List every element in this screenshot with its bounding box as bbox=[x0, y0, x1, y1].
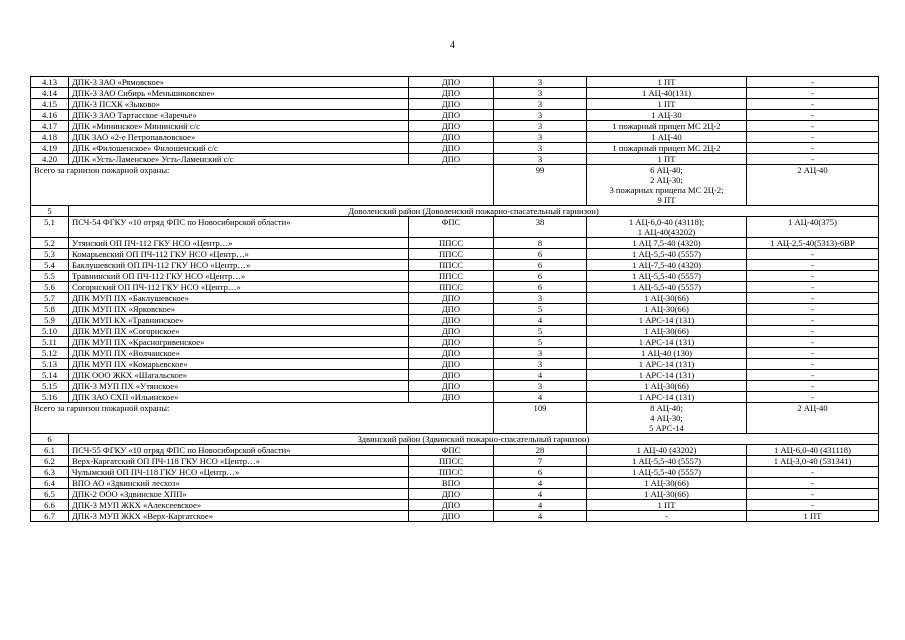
main-equipment: 1 ПТ bbox=[587, 77, 747, 88]
table-row bbox=[31, 478, 879, 489]
staff-count: 4 bbox=[494, 489, 587, 500]
staff-count: 4 bbox=[494, 370, 587, 381]
unit-name: ДПК-3 МУП ЖКХ «Алексеевское» bbox=[69, 500, 409, 511]
row-number: 4.15 bbox=[31, 99, 69, 110]
reserve-equipment: - bbox=[747, 467, 879, 478]
unit-type: ДПО bbox=[409, 110, 494, 121]
unit-name: ДПК МУП ПХ «Баклушевское» bbox=[69, 293, 409, 304]
unit-type: ППСС bbox=[409, 238, 494, 249]
total-row bbox=[31, 403, 879, 434]
row-number: 5.13 bbox=[31, 359, 69, 370]
unit-name: ПСЧ-55 ФГКУ «10 отряд ФПС по Новосибирской области» bbox=[69, 445, 409, 456]
table-row bbox=[31, 337, 879, 348]
reserve-equipment: - bbox=[747, 326, 879, 337]
row-number: 4.14 bbox=[31, 88, 69, 99]
staff-count: 3 bbox=[494, 99, 587, 110]
main-equipment: 1 АЦ-5,5-40 (5557) bbox=[587, 249, 747, 260]
total-count: 109 bbox=[494, 403, 587, 434]
row-number: 6.1 bbox=[31, 445, 69, 456]
row-number: 5.16 bbox=[31, 392, 69, 403]
table-row bbox=[31, 370, 879, 381]
row-number: 5.8 bbox=[31, 304, 69, 315]
total-reserve-equipment: 2 АЦ-40 bbox=[747, 165, 879, 206]
main-equipment: 1 пожарный прицеп МС 2Ц-2 bbox=[587, 121, 747, 132]
row-number: 6.5 bbox=[31, 489, 69, 500]
main-equipment: 1 АРС-14 (131) bbox=[587, 315, 747, 326]
reserve-equipment: - bbox=[747, 348, 879, 359]
table-row bbox=[31, 260, 879, 271]
row-number: 5.14 bbox=[31, 370, 69, 381]
main-equipment: 1 АРС-14 (131) bbox=[587, 359, 747, 370]
staff-count: 4 bbox=[494, 511, 587, 522]
reserve-equipment: - bbox=[747, 293, 879, 304]
row-number: 6.3 bbox=[31, 467, 69, 478]
main-equipment: 1 ПТ bbox=[587, 500, 747, 511]
table-row bbox=[31, 500, 879, 511]
unit-type: ДПО bbox=[409, 337, 494, 348]
reserve-equipment: - bbox=[747, 99, 879, 110]
reserve-equipment: - bbox=[747, 282, 879, 293]
staff-count: 6 bbox=[494, 260, 587, 271]
row-number: 5.1 bbox=[31, 217, 69, 238]
unit-name: ДПК МУП ПХ «Согорнское» bbox=[69, 326, 409, 337]
unit-name: Комарьевский ОП ПЧ-112 ГКУ НСО «Центр…» bbox=[69, 249, 409, 260]
unit-type: ППСС bbox=[409, 282, 494, 293]
table-row bbox=[31, 293, 879, 304]
reserve-equipment: - bbox=[747, 489, 879, 500]
unit-type: ППСС bbox=[409, 456, 494, 467]
unit-type: ВПО bbox=[409, 478, 494, 489]
row-number: 6.6 bbox=[31, 500, 69, 511]
staff-count: 28 bbox=[494, 445, 587, 456]
main-equipment: 1 АРС-14 (131) bbox=[587, 370, 747, 381]
reserve-equipment: - bbox=[747, 249, 879, 260]
reserve-equipment: - bbox=[747, 143, 879, 154]
staff-count: 3 bbox=[494, 359, 587, 370]
unit-type: ППСС bbox=[409, 467, 494, 478]
row-number: 4.19 bbox=[31, 143, 69, 154]
table-row bbox=[31, 110, 879, 121]
unit-name: ВПО АО «Здвинский лесхоз» bbox=[69, 478, 409, 489]
unit-type: ФПС bbox=[409, 445, 494, 456]
main-equipment: 1 АЦ-30(66) bbox=[587, 293, 747, 304]
unit-name: ДПК-3 ЗАО Тартасское «Заречье» bbox=[69, 110, 409, 121]
staff-count: 5 bbox=[494, 326, 587, 337]
main-equipment: 1 АЦ-6,0-40 (43118); 1 АЦ-40(43202) bbox=[587, 217, 747, 238]
staff-count: 3 bbox=[494, 143, 587, 154]
reserve-equipment: - bbox=[747, 381, 879, 392]
table-row bbox=[31, 392, 879, 403]
staff-count: 4 bbox=[494, 392, 587, 403]
total-label: Всего за гарнизон пожарной охраны: bbox=[31, 165, 494, 206]
staff-count: 3 bbox=[494, 77, 587, 88]
staff-count: 6 bbox=[494, 249, 587, 260]
staff-count: 6 bbox=[494, 271, 587, 282]
unit-name: ДПК «Мининское» Мининский с/с bbox=[69, 121, 409, 132]
unit-type: ДПО bbox=[409, 99, 494, 110]
reserve-equipment: 1 ПТ bbox=[747, 511, 879, 522]
staff-count: 3 bbox=[494, 293, 587, 304]
unit-type: ДПО bbox=[409, 154, 494, 165]
main-equipment: 1 АЦ 7,5-40 (4320) bbox=[587, 238, 747, 249]
unit-name: ДПК МУП КХ «Травнинское» bbox=[69, 315, 409, 326]
unit-name: Травнинский ОП ПЧ-112 ГКУ НСО «Центр…» bbox=[69, 271, 409, 282]
unit-type: ДПО bbox=[409, 304, 494, 315]
section-header-row bbox=[31, 206, 879, 217]
row-number: 5.7 bbox=[31, 293, 69, 304]
main-equipment: 1 АЦ-5,5-40 (5557) bbox=[587, 467, 747, 478]
reserve-equipment: - bbox=[747, 154, 879, 165]
total-main-equipment: 8 АЦ-40; 4 АЦ-30; 5 АРС-14 bbox=[587, 403, 747, 434]
unit-type: ДПО bbox=[409, 77, 494, 88]
unit-name: ПСЧ-54 ФГКУ «10 отряд ФПС по Новосибирской области» bbox=[69, 217, 409, 238]
unit-name: Верх-Каргатский ОП ПЧ-118 ГКУ НСО «Центр…» bbox=[69, 456, 409, 467]
table-row bbox=[31, 456, 879, 467]
row-number: 5.2 bbox=[31, 238, 69, 249]
main-equipment: 1 ПТ bbox=[587, 99, 747, 110]
unit-name: ДПК «Филошенское» Филошенский с/с bbox=[69, 143, 409, 154]
unit-type: ДПО bbox=[409, 293, 494, 304]
unit-name: ДПК МУП ПХ «Красногривенское» bbox=[69, 337, 409, 348]
table-row bbox=[31, 381, 879, 392]
main-equipment: 1 АЦ-40 bbox=[587, 132, 747, 143]
row-number: 5.5 bbox=[31, 271, 69, 282]
main-equipment: 1 АРС-14 (131) bbox=[587, 337, 747, 348]
reserve-equipment: - bbox=[747, 88, 879, 99]
reserve-equipment: - bbox=[747, 359, 879, 370]
row-number: 5.9 bbox=[31, 315, 69, 326]
main-equipment: 1 АЦ-30(66) bbox=[587, 304, 747, 315]
unit-type: ДПО bbox=[409, 143, 494, 154]
staff-count: 3 bbox=[494, 121, 587, 132]
reserve-equipment: - bbox=[747, 315, 879, 326]
unit-type: ФПС bbox=[409, 217, 494, 238]
row-number: 5.4 bbox=[31, 260, 69, 271]
unit-name: Чулымский ОП ПЧ-118 ГКУ НСО «Центр…» bbox=[69, 467, 409, 478]
main-equipment: 1 АЦ-40 (43202) bbox=[587, 445, 747, 456]
row-number: 4.13 bbox=[31, 77, 69, 88]
main-equipment: 1 АЦ-7,5-40 (4320) bbox=[587, 260, 747, 271]
reserve-equipment: - bbox=[747, 110, 879, 121]
staff-count: 8 bbox=[494, 238, 587, 249]
table-row bbox=[31, 511, 879, 522]
main-equipment: 1 АЦ-40 (130) bbox=[587, 348, 747, 359]
staff-count: 3 bbox=[494, 110, 587, 121]
reserve-equipment: - bbox=[747, 370, 879, 381]
table-row bbox=[31, 359, 879, 370]
row-number: 5.6 bbox=[31, 282, 69, 293]
reserve-equipment: 1 АЦ-6,0-40 (431118) bbox=[747, 445, 879, 456]
staff-count: 5 bbox=[494, 337, 587, 348]
table-row bbox=[31, 445, 879, 456]
reserve-equipment: - bbox=[747, 271, 879, 282]
total-main-equipment: 6 АЦ-40; 2 АЦ-30; 3 пожарных прицепа МС 2Ц-2; 9 ПТ bbox=[587, 165, 747, 206]
reserve-equipment: 1 АЦ-3,0-40 (531341) bbox=[747, 456, 879, 467]
page-number: 4 bbox=[450, 40, 455, 51]
fire-garrison-table bbox=[30, 76, 879, 522]
main-equipment: 1 пожарный прицеп МС 2Ц-2 bbox=[587, 143, 747, 154]
table-row bbox=[31, 77, 879, 88]
row-number: 6.7 bbox=[31, 511, 69, 522]
row-number: 4.18 bbox=[31, 132, 69, 143]
table-row bbox=[31, 143, 879, 154]
unit-name: Утянский ОП ПЧ-112 ГКУ НСО «Центр…» bbox=[69, 238, 409, 249]
reserve-equipment: - bbox=[747, 121, 879, 132]
reserve-equipment: 1 АЦ-2,5-40(5313)-6ВР bbox=[747, 238, 879, 249]
section-title: Здвинский район (Здвинский пожарно-спасательный гарнизон) bbox=[69, 434, 879, 445]
main-equipment: 1 АЦ-5,5-40 (5557) bbox=[587, 456, 747, 467]
total-label: Всего за гарнизон пожарной охраны: bbox=[31, 403, 494, 434]
total-reserve-equipment: 2 АЦ-40 bbox=[747, 403, 879, 434]
unit-type: ДПО bbox=[409, 489, 494, 500]
staff-count: 4 bbox=[494, 315, 587, 326]
row-number: 6.4 bbox=[31, 478, 69, 489]
row-number: 6.2 bbox=[31, 456, 69, 467]
unit-type: ДПО bbox=[409, 500, 494, 511]
row-number: 4.16 bbox=[31, 110, 69, 121]
table-row bbox=[31, 467, 879, 478]
unit-name: ДПК-3 МУП ПХ «Утянское» bbox=[69, 381, 409, 392]
section-title: Доволенский район (Доволенский пожарно-спасательный гарнизон) bbox=[69, 206, 879, 217]
unit-name: ДПК ООО ЖКХ «Шагальское» bbox=[69, 370, 409, 381]
table-row bbox=[31, 348, 879, 359]
row-number: 4.17 bbox=[31, 121, 69, 132]
main-equipment: 1 АЦ-30(66) bbox=[587, 489, 747, 500]
unit-type: ППСС bbox=[409, 260, 494, 271]
total-count: 99 bbox=[494, 165, 587, 206]
unit-name: ДПК МУП ПХ «Волчанское» bbox=[69, 348, 409, 359]
row-number: 5.3 bbox=[31, 249, 69, 260]
table-row bbox=[31, 121, 879, 132]
unit-type: ДПО bbox=[409, 511, 494, 522]
table-row bbox=[31, 489, 879, 500]
main-equipment: 1 АЦ-40(131) bbox=[587, 88, 747, 99]
unit-type: ДПО bbox=[409, 88, 494, 99]
staff-count: 3 bbox=[494, 88, 587, 99]
main-equipment: 1 АРС-14 (131) bbox=[587, 392, 747, 403]
unit-type: ДПО bbox=[409, 132, 494, 143]
table-row bbox=[31, 304, 879, 315]
main-equipment: 1 АЦ-5,5-40 (5557) bbox=[587, 282, 747, 293]
table-row bbox=[31, 217, 879, 238]
unit-type: ДПО bbox=[409, 121, 494, 132]
table-row bbox=[31, 326, 879, 337]
row-number: 5.10 bbox=[31, 326, 69, 337]
unit-name: Согорнский ОП ПЧ-112 ГКУ НСО «Центр…» bbox=[69, 282, 409, 293]
main-equipment: 1 АЦ-5,5-40 (5557) bbox=[587, 271, 747, 282]
table-row bbox=[31, 132, 879, 143]
unit-name: ДПК ЗАО «2-е Петропавловское» bbox=[69, 132, 409, 143]
row-number: 5.11 bbox=[31, 337, 69, 348]
unit-type: ДПО bbox=[409, 315, 494, 326]
table-row bbox=[31, 99, 879, 110]
staff-count: 6 bbox=[494, 467, 587, 478]
table-row bbox=[31, 249, 879, 260]
reserve-equipment: 1 АЦ-40(375) bbox=[747, 217, 879, 238]
staff-count: 4 bbox=[494, 500, 587, 511]
unit-type: ДПО bbox=[409, 370, 494, 381]
unit-name: ДПК МУП ПХ «Комарьевское» bbox=[69, 359, 409, 370]
unit-type: ППСС bbox=[409, 249, 494, 260]
main-equipment: 1 АЦ-30(66) bbox=[587, 326, 747, 337]
unit-name: ДПК МУП ПХ «Ярковское» bbox=[69, 304, 409, 315]
unit-type: ППСС bbox=[409, 271, 494, 282]
section-header-row bbox=[31, 434, 879, 445]
staff-count: 3 bbox=[494, 348, 587, 359]
reserve-equipment: - bbox=[747, 260, 879, 271]
table-row bbox=[31, 315, 879, 326]
unit-name: ДПК ЗАО СХП «Ильинское» bbox=[69, 392, 409, 403]
reserve-equipment: - bbox=[747, 500, 879, 511]
reserve-equipment: - bbox=[747, 337, 879, 348]
row-number: 4.20 bbox=[31, 154, 69, 165]
unit-type: ДПО bbox=[409, 392, 494, 403]
section-number: 5 bbox=[31, 206, 69, 217]
staff-count: 5 bbox=[494, 304, 587, 315]
unit-type: ДПО bbox=[409, 326, 494, 337]
total-row bbox=[31, 165, 879, 206]
main-equipment: 1 АЦ-30(66) bbox=[587, 478, 747, 489]
reserve-equipment: - bbox=[747, 392, 879, 403]
staff-count: 6 bbox=[494, 282, 587, 293]
main-equipment: 1 АЦ-30(66) bbox=[587, 381, 747, 392]
main-equipment: 1 ПТ bbox=[587, 154, 747, 165]
staff-count: 3 bbox=[494, 381, 587, 392]
staff-count: 38 bbox=[494, 217, 587, 238]
table-row bbox=[31, 282, 879, 293]
main-equipment: 1 АЦ-30 bbox=[587, 110, 747, 121]
unit-name: ДПК-3 ЗАО Сибирь «Меньшиковское» bbox=[69, 88, 409, 99]
table-row bbox=[31, 88, 879, 99]
table-body bbox=[31, 77, 879, 522]
reserve-equipment: - bbox=[747, 478, 879, 489]
unit-name: ДПК-3 МУП ЖКХ «Верх-Каргатское» bbox=[69, 511, 409, 522]
staff-count: 3 bbox=[494, 132, 587, 143]
table-row bbox=[31, 271, 879, 282]
reserve-equipment: - bbox=[747, 304, 879, 315]
table-row bbox=[31, 154, 879, 165]
section-number: 6 bbox=[31, 434, 69, 445]
unit-type: ДПО bbox=[409, 359, 494, 370]
staff-count: 4 bbox=[494, 478, 587, 489]
reserve-equipment: - bbox=[747, 132, 879, 143]
table-row bbox=[31, 238, 879, 249]
unit-type: ДПО bbox=[409, 381, 494, 392]
reserve-equipment: - bbox=[747, 77, 879, 88]
main-equipment: - bbox=[587, 511, 747, 522]
staff-count: 3 bbox=[494, 154, 587, 165]
unit-name: Баклушевский ОП ПЧ-112 ГКУ НСО «Центр…» bbox=[69, 260, 409, 271]
unit-name: ДПК-3 ПСХК «Зыково» bbox=[69, 99, 409, 110]
unit-name: ДПК-3 ЗАО «Рямовское» bbox=[69, 77, 409, 88]
unit-type: ДПО bbox=[409, 348, 494, 359]
unit-name: ДПК-2 ООО «Здвинское ХПП» bbox=[69, 489, 409, 500]
staff-count: 7 bbox=[494, 456, 587, 467]
unit-name: ДПК «Усть-Ламенское» Усть-Ламенский с/с bbox=[69, 154, 409, 165]
row-number: 5.15 bbox=[31, 381, 69, 392]
row-number: 5.12 bbox=[31, 348, 69, 359]
